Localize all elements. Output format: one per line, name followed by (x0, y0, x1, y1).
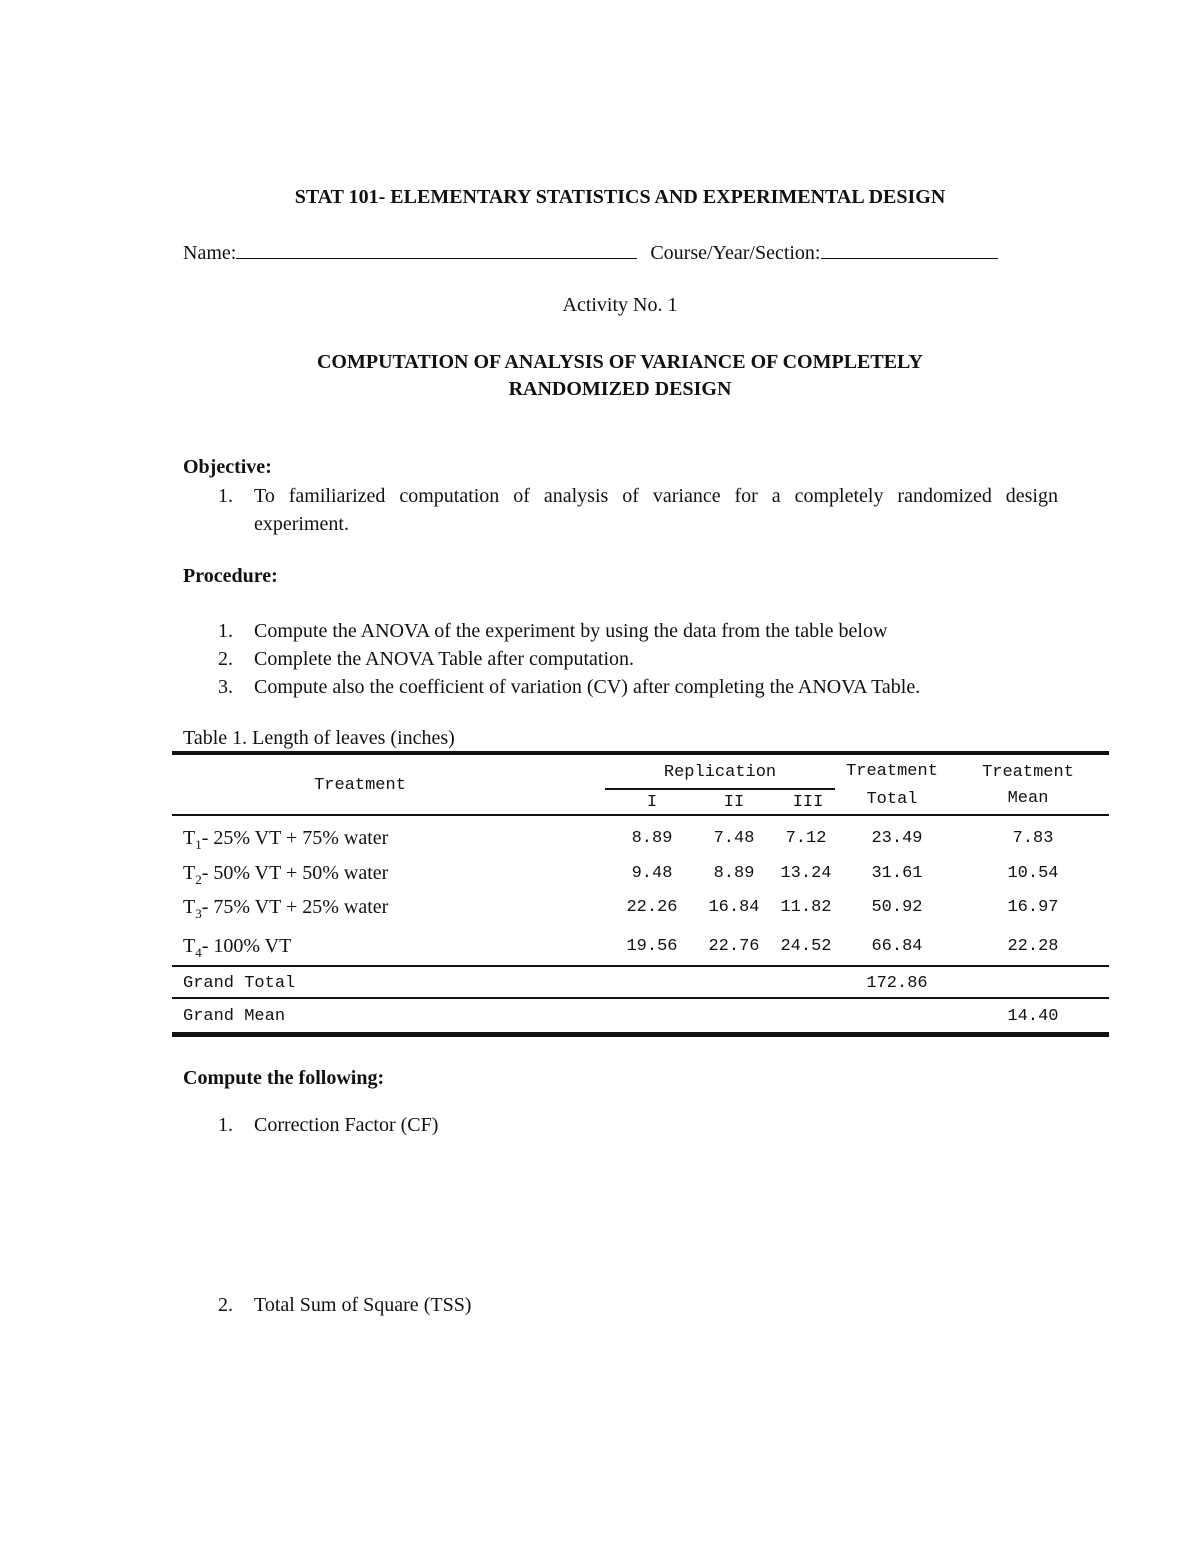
grand-mean-value: 14.40 (1007, 1007, 1059, 1026)
table-bottom-rule (172, 1032, 1109, 1037)
grand-total-value: 172.86 (866, 974, 928, 993)
col-header-total-2: Total (866, 790, 918, 809)
table-cell: 7.12 (785, 829, 827, 848)
procedure-item-number: 2. (218, 648, 233, 670)
table-cell: 22.76 (708, 937, 760, 956)
compute-item (218, 1291, 1058, 1319)
activity-number: Activity No. 1 (562, 294, 678, 316)
table-cell: 13.24 (780, 864, 832, 883)
heading-line-1: COMPUTATION OF ANALYSIS OF VARIANCE OF COMPLETELY (316, 351, 923, 373)
table-cell: 7.83 (1012, 829, 1054, 848)
course-year-section-label: Course/Year/Section: (650, 242, 821, 264)
procedure-item-text: Compute the ANOVA of the experiment by using the data from the table below (254, 620, 888, 642)
compute-heading: Compute the following: (183, 1067, 385, 1089)
table-cell: 11.82 (780, 898, 832, 917)
grand-total-label: Grand Total (183, 974, 296, 993)
grand-mean-rule (172, 997, 1109, 999)
col-header-total-1: Treatment (846, 762, 938, 781)
treatment-label: $T_3-$ 75% VT + 25% water (183, 896, 389, 921)
treatment-label: $T_1-$ 25% VT + 75% water (183, 827, 389, 852)
table-cell: 24.52 (780, 937, 832, 956)
procedure-item (218, 617, 1058, 645)
table-cell: 8.89 (713, 864, 755, 883)
procedure-item (218, 645, 1058, 673)
replication-rule (605, 788, 835, 790)
table-cell: 31.61 (871, 864, 923, 883)
col-header-mean-2: Mean (1007, 789, 1049, 808)
table-cell: 50.92 (871, 898, 923, 917)
compute-item-number: 1. (218, 1114, 233, 1136)
treatment-label: $T_4-$ 100% VT (183, 935, 292, 960)
name-blank[interactable] (236, 240, 637, 259)
procedure-item-text: Complete the ANOVA Table after computation. (254, 648, 635, 670)
col-header-mean-1: Treatment (982, 763, 1074, 782)
table-cell: 8.89 (631, 829, 673, 848)
col-header-replication: Replication (663, 763, 777, 782)
compute-item-text: Total Sum of Square (TSS) (254, 1294, 472, 1316)
col-header-treatment: Treatment (314, 776, 406, 795)
table-cell: 23.49 (871, 829, 923, 848)
name-course-row (183, 240, 998, 265)
compute-item (218, 1111, 1058, 1139)
table-cell: 16.84 (708, 898, 760, 917)
table-cell: 10.54 (1007, 864, 1059, 883)
table-cell: 66.84 (871, 937, 923, 956)
heading-line-2: RANDOMIZED DESIGN (508, 378, 732, 400)
compute-item-number: 2. (218, 1294, 233, 1316)
activity-heading (0, 349, 1200, 403)
table-cell: 19.56 (626, 937, 678, 956)
table-top-rule (172, 751, 1109, 755)
course-title: STAT 101- ELEMENTARY STATISTICS AND EXPERIMENTAL DESIGN (294, 186, 946, 208)
course-year-section-blank[interactable] (821, 240, 998, 259)
procedure-item (218, 673, 1058, 701)
col-header-rep: II (723, 793, 745, 812)
procedure-item-number: 1. (218, 620, 233, 642)
objective-item (218, 482, 1058, 538)
col-header-rep: I (646, 793, 658, 812)
name-label: Name: (183, 242, 237, 264)
procedure-heading: Procedure: (183, 565, 278, 587)
compute-item-text: Correction Factor (CF) (254, 1114, 439, 1136)
table-cell: 22.26 (626, 898, 678, 917)
table-cell: 22.28 (1007, 937, 1059, 956)
grand-mean-label: Grand Mean (183, 1007, 286, 1026)
procedure-item-text: Compute also the coefficient of variation (CV) after completing the ANOVA Table. (254, 676, 921, 698)
objective-item-number: 1. (218, 485, 233, 507)
procedure-item-number: 3. (218, 676, 233, 698)
col-header-rep: III (792, 793, 824, 812)
table-cell: 7.48 (713, 829, 755, 848)
table-cell: 16.97 (1007, 898, 1059, 917)
treatment-label: $T_2-$ 50% VT + 50% water (183, 862, 389, 887)
grand-total-rule (172, 965, 1109, 967)
table-cell: 9.48 (631, 864, 673, 883)
objective-heading: Objective: (183, 456, 272, 478)
header-bottom-rule (172, 814, 1109, 816)
table-caption: Table 1. Length of leaves (inches) (183, 727, 455, 749)
objective-item-text: To familiarized computation of analysis of variance for a completely randomized design experiment. (254, 485, 1058, 535)
